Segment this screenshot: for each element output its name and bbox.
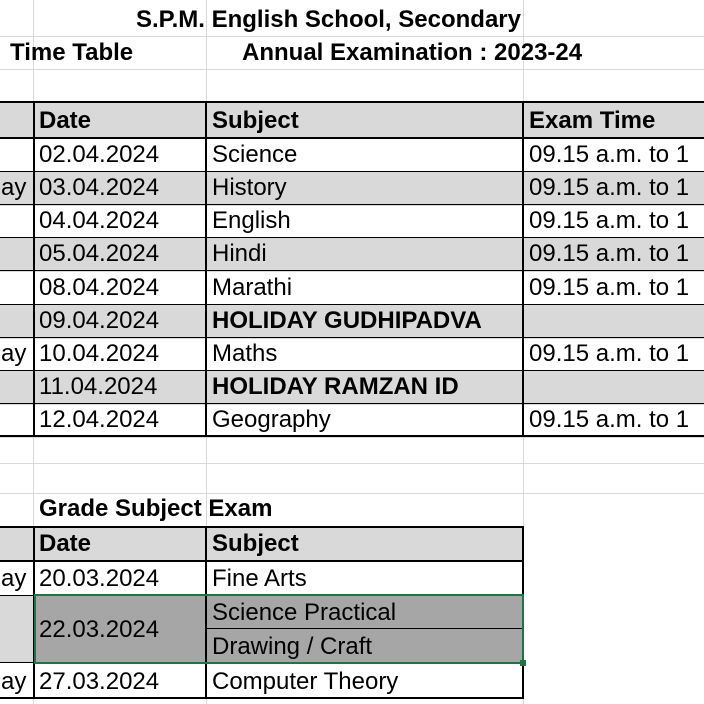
table1-holiday-cell[interactable]: HOLIDAY GUDHIPADVA (212, 307, 482, 334)
fill-handle[interactable] (520, 660, 526, 666)
table2-row-shade (0, 596, 33, 662)
table2-day-cell[interactable]: ay (1, 668, 27, 695)
table1-date-cell[interactable]: 02.04.2024 (39, 141, 160, 168)
table1-top-border (0, 101, 704, 103)
table2-date-cell[interactable]: 22.03.2024 (39, 616, 160, 643)
table1-time-cell[interactable]: 09.15 a.m. to 1 (529, 274, 690, 301)
table1-col-border (522, 101, 524, 437)
grid-row-line (0, 437, 704, 438)
table1-subject-cell[interactable]: Marathi (212, 274, 293, 301)
table1-header-time: Exam Time (529, 107, 656, 134)
table1-time-cell[interactable]: 09.15 a.m. to 1 (529, 141, 690, 168)
table1-date-cell[interactable]: 12.04.2024 (39, 406, 160, 433)
table1-date-cell[interactable]: 08.04.2024 (39, 274, 160, 301)
timetable-title: Time Table (10, 39, 134, 66)
table1-date-cell[interactable]: 10.04.2024 (39, 340, 160, 367)
table1-date-cell[interactable]: 05.04.2024 (39, 240, 160, 267)
school-title: S.P.M. English School, Secondary (136, 6, 521, 33)
exam-title: Annual Examination : 2023-24 (242, 39, 583, 66)
table2-subject-cell[interactable]: Drawing / Craft (212, 633, 373, 660)
table1-col-border (205, 101, 207, 437)
table2-subject-cell[interactable]: Science Practical (212, 599, 397, 626)
table1-date-cell[interactable]: 09.04.2024 (39, 307, 160, 334)
table1-subject-cell[interactable]: Hindi (212, 240, 267, 267)
table2-subject-cell[interactable]: Computer Theory (212, 668, 399, 695)
table1-subject-cell[interactable]: Geography (212, 406, 331, 433)
table1-subject-cell[interactable]: History (212, 174, 287, 201)
table1-holiday-cell[interactable]: HOLIDAY RAMZAN ID (212, 373, 459, 400)
table1-time-cell[interactable]: 09.15 a.m. to 1 (529, 240, 690, 267)
table1-date-cell[interactable]: 04.04.2024 (39, 207, 160, 234)
table1-time-cell[interactable]: 09.15 a.m. to 1 (529, 406, 690, 433)
table2-date-cell[interactable]: 20.03.2024 (39, 565, 160, 592)
table2-subject-cell[interactable]: Fine Arts (212, 565, 307, 592)
table1-day-cell[interactable]: ay (1, 340, 27, 367)
table1-date-cell[interactable]: 03.04.2024 (39, 174, 160, 201)
table2-header-subject: Subject (212, 530, 299, 557)
table1-time-cell[interactable]: 09.15 a.m. to 1 (529, 207, 690, 234)
table1-subject-cell[interactable]: English (212, 207, 291, 234)
table2-title: Grade Subject Exam (39, 495, 273, 522)
table2-header-date: Date (39, 530, 92, 557)
table1-header-date: Date (39, 107, 92, 134)
table1-day-cell[interactable]: ay (1, 174, 27, 201)
table1-date-cell[interactable]: 11.04.2024 (39, 373, 158, 400)
table2-day-cell[interactable]: ay (1, 565, 27, 592)
table2-date-cell[interactable]: 27.03.2024 (39, 668, 160, 695)
table1-header-subject: Subject (212, 107, 299, 134)
table1-subject-cell[interactable]: Maths (212, 340, 278, 367)
table1-time-cell[interactable]: 09.15 a.m. to 1 (529, 340, 690, 367)
table1-time-cell[interactable]: 09.15 a.m. to 1 (529, 174, 690, 201)
table1-subject-cell[interactable]: Science (212, 141, 298, 168)
table1-col-border (33, 101, 35, 437)
grid-row-line (0, 463, 704, 464)
